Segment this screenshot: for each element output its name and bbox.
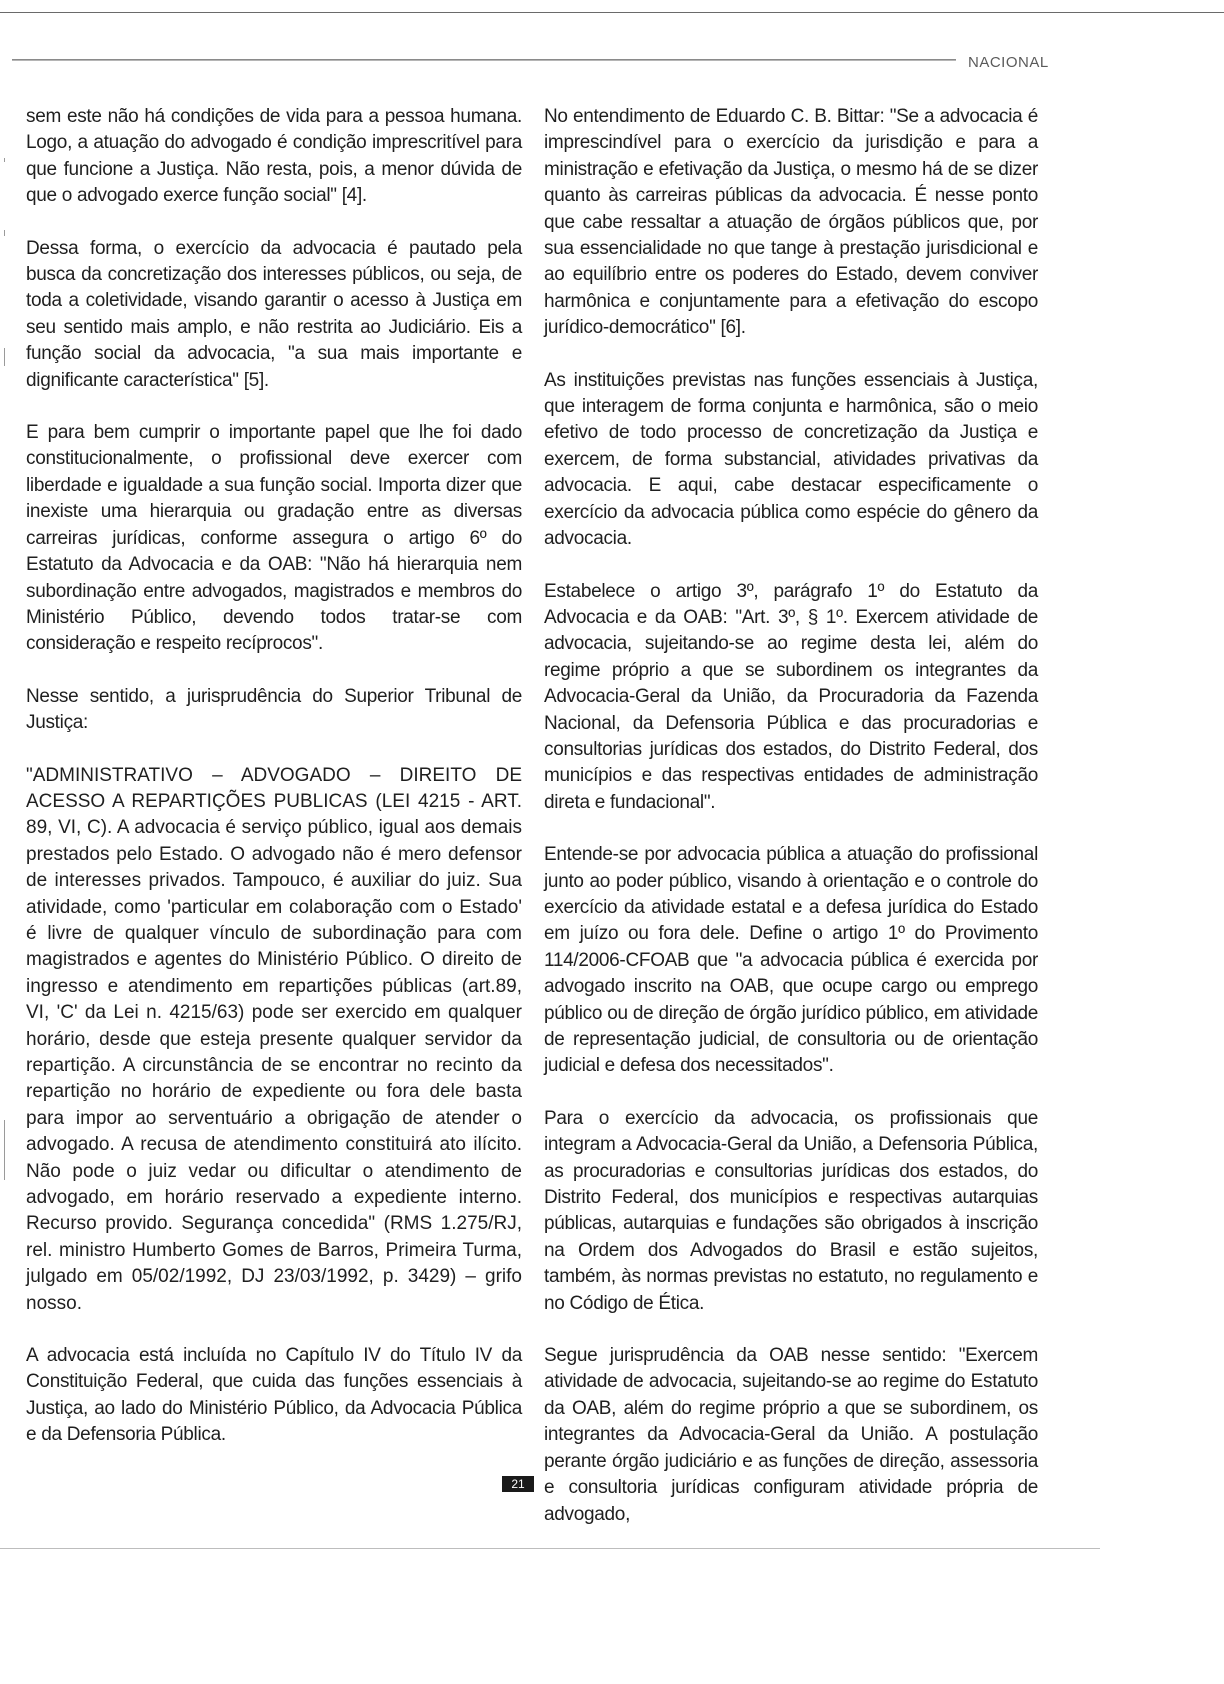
paragraph: Nesse sentido, a jurisprudência do Superior Tribunal de Justiça: xyxy=(26,685,522,734)
paragraph: Para o exercício da advocacia, os profissionais que integram a Advocacia-Geral da União, a Defensoria Pública, as procuradorias e consultorias jurídicas dos estados, do Distrito Federal, dos municípios e respectivas autarquias públicas, autarquias e fundações são obrigados à inscrição na Ordem dos Advogados do Brasil e estão sujeitos, também, às normas previstas no estatuto, no regulamento e no Código de Ética. xyxy=(544,1107,1038,1314)
margin-tick xyxy=(4,348,5,366)
top-border-line xyxy=(0,12,1224,13)
paragraph: A advocacia está incluída no Capítulo IV do Título IV da Constituição Federal, que cuida das funções essenciais à Justiça, ao lado do Ministério Público, da Advocacia Pública e da Defensoria Pública. xyxy=(26,1345,522,1446)
paragraph: sem este não há condições de vida para a pessoa humana. Logo, a atuação do advogado é condição imprescritível para que funcione a Justiça. Não resta, pois, a menor dúvida de que o advogado exerce função social" [4]. xyxy=(26,106,522,207)
margin-marks xyxy=(0,100,12,1200)
margin-tick xyxy=(4,1120,5,1180)
bottom-rule xyxy=(0,1548,1100,1549)
paragraph: Entende-se por advocacia pública a atuação do profissional junto ao poder público, visando à orientação e o controle do exercício da atividade estatal e a defesa jurídica do Estado em juízo ou fora dele. Define o artigo 1º do Provimento 114/2006-CFOAB que "a advocacia pública é exercida por advogado inscrito na OAB, que ocupe cargo ou emprego público ou de direção de órgão jurídico público, em atividade de representação judicial, de consultoria ou de orientação judicial e defesa dos necessitados". xyxy=(544,844,1038,1077)
header-rule xyxy=(12,59,956,61)
paragraph: Estabelece o artigo 3º, parágrafo 1º do Estatuto da Advocacia e da OAB: "Art. 3º, § 1º. Exercem atividade de advocacia, sujeitando-se ao regime desta lei, além do regime próprio a que se subordinem os integrantes da Advocacia-Geral da União, da Procuradoria da Fazenda Nacional, da Defensoria Pública e das procuradorias e consultorias jurídicas dos estados, do Distrito Federal, dos municípios e das respectivas entidades de administração direta e fundacional". xyxy=(544,580,1038,813)
article-column-left xyxy=(26,104,522,1475)
margin-tick xyxy=(4,230,5,236)
paragraph: No entendimento de Eduardo C. B. Bittar: "Se a advocacia é imprescindível para o exercício da jurisdição e para a ministração e efetivação da Justiça, o mesmo há de se dizer quanto às carreiras públicas da advocacia. É nesse ponto que cabe ressaltar a atuação de órgãos públicos que, por sua essencialidade no que tange à prestação jurisdicional e ao equilíbrio entre os poderes do Estado, devem conviver harmônica e conjuntamente para a efetivação do escopo jurídico-democrático" [6]. xyxy=(544,106,1038,339)
paragraph: E para bem cumprir o importante papel que lhe foi dado constitucionalmente, o profissional deve exercer com liberdade e igualdade a sua função social. Importa dizer que inexiste uma hierarquia ou gradação entre as diversas carreiras jurídicas, conforme assegura o artigo 6º do Estatuto da Advocacia e da OAB: "Não há hierarquia nem subordinação entre advogados, magistrados e membros do Ministério Público, devendo todos tratar-se com consideração e respeito recíprocos". xyxy=(26,422,522,655)
paragraph: Dessa forma, o exercício da advocacia é pautado pela busca da concretização dos interesses públicos, ou seja, de toda a coletividade, visando garantir o acesso à Justiça em seu sentido mais amplo, e não restrita ao Judiciário. Eis a função social da advocacia, "a sua mais importante e dignificante característica" [5]. xyxy=(26,237,522,391)
paragraph: Segue jurisprudência da OAB nesse sentido: "Exercem atividade de advocacia, sujeitando-se ao regime do Estatuto da OAB, além do regime próprio a que se subordinem, os integrantes da Advocacia-Geral da União. A postulação perante órgão judiciário e as funções de direção, assessoria e consultoria jurídicas configuram atividade própria de advogado, xyxy=(544,1345,1038,1525)
article-column-right xyxy=(544,104,1038,1554)
paragraph: As instituições previstas nas funções essenciais à Justiça, que interagem de forma conjunta e harmônica, são o meio efetivo de todo processo de concretização da Justiça e exercem, de forma substancial, atividades privativas da advocacia. E aqui, cabe destacar especificamente o exercício da advocacia pública como espécie do gênero da advocacia. xyxy=(544,369,1038,550)
jurisprudence-quote: "ADMINISTRATIVO – ADVOGADO – DIREITO DE ACESSO A REPARTIÇÕES PUBLICAS (LEI 4215 - ART. 89, VI, C). A advocacia é serviço público, igual aos demais prestados pelo Estado. O advogado não é mero defensor de interesses privados. Tampouco, é auxiliar do juiz. Sua atividade, como 'particular em colaboração com o Estado' é livre de qualquer vínculo de subordinação para com magistrados e agentes do Ministério Público. O direito de ingresso e atendimento em repartições públicas (art.89, VI, 'C' da Lei n. 4215/63) pode ser exercido em qualquer horário, desde que esteja presente qualquer servidor da repartição. A circunstância de se encontrar no recinto da repartição no horário de expediente ou fora dele basta para impor ao serventuário a obrigação de atender o advogado. A recusa de atendimento constituirá ato ilícito. Não pode o juiz vedar ou dificultar o atendimento de advogado, em horário reservado a expediente interno. Recurso provido. Segurança concedida" (RMS 1.275/RJ, rel. ministro Humberto Gomes de Barros, Primeira Turma, julgado em 05/02/1992, DJ 23/03/1992, p. 3429) – grifo nosso. xyxy=(26,764,522,1314)
page-number: 21 xyxy=(502,1476,534,1492)
margin-tick xyxy=(4,158,5,162)
section-label: NACIONAL xyxy=(968,54,1049,71)
